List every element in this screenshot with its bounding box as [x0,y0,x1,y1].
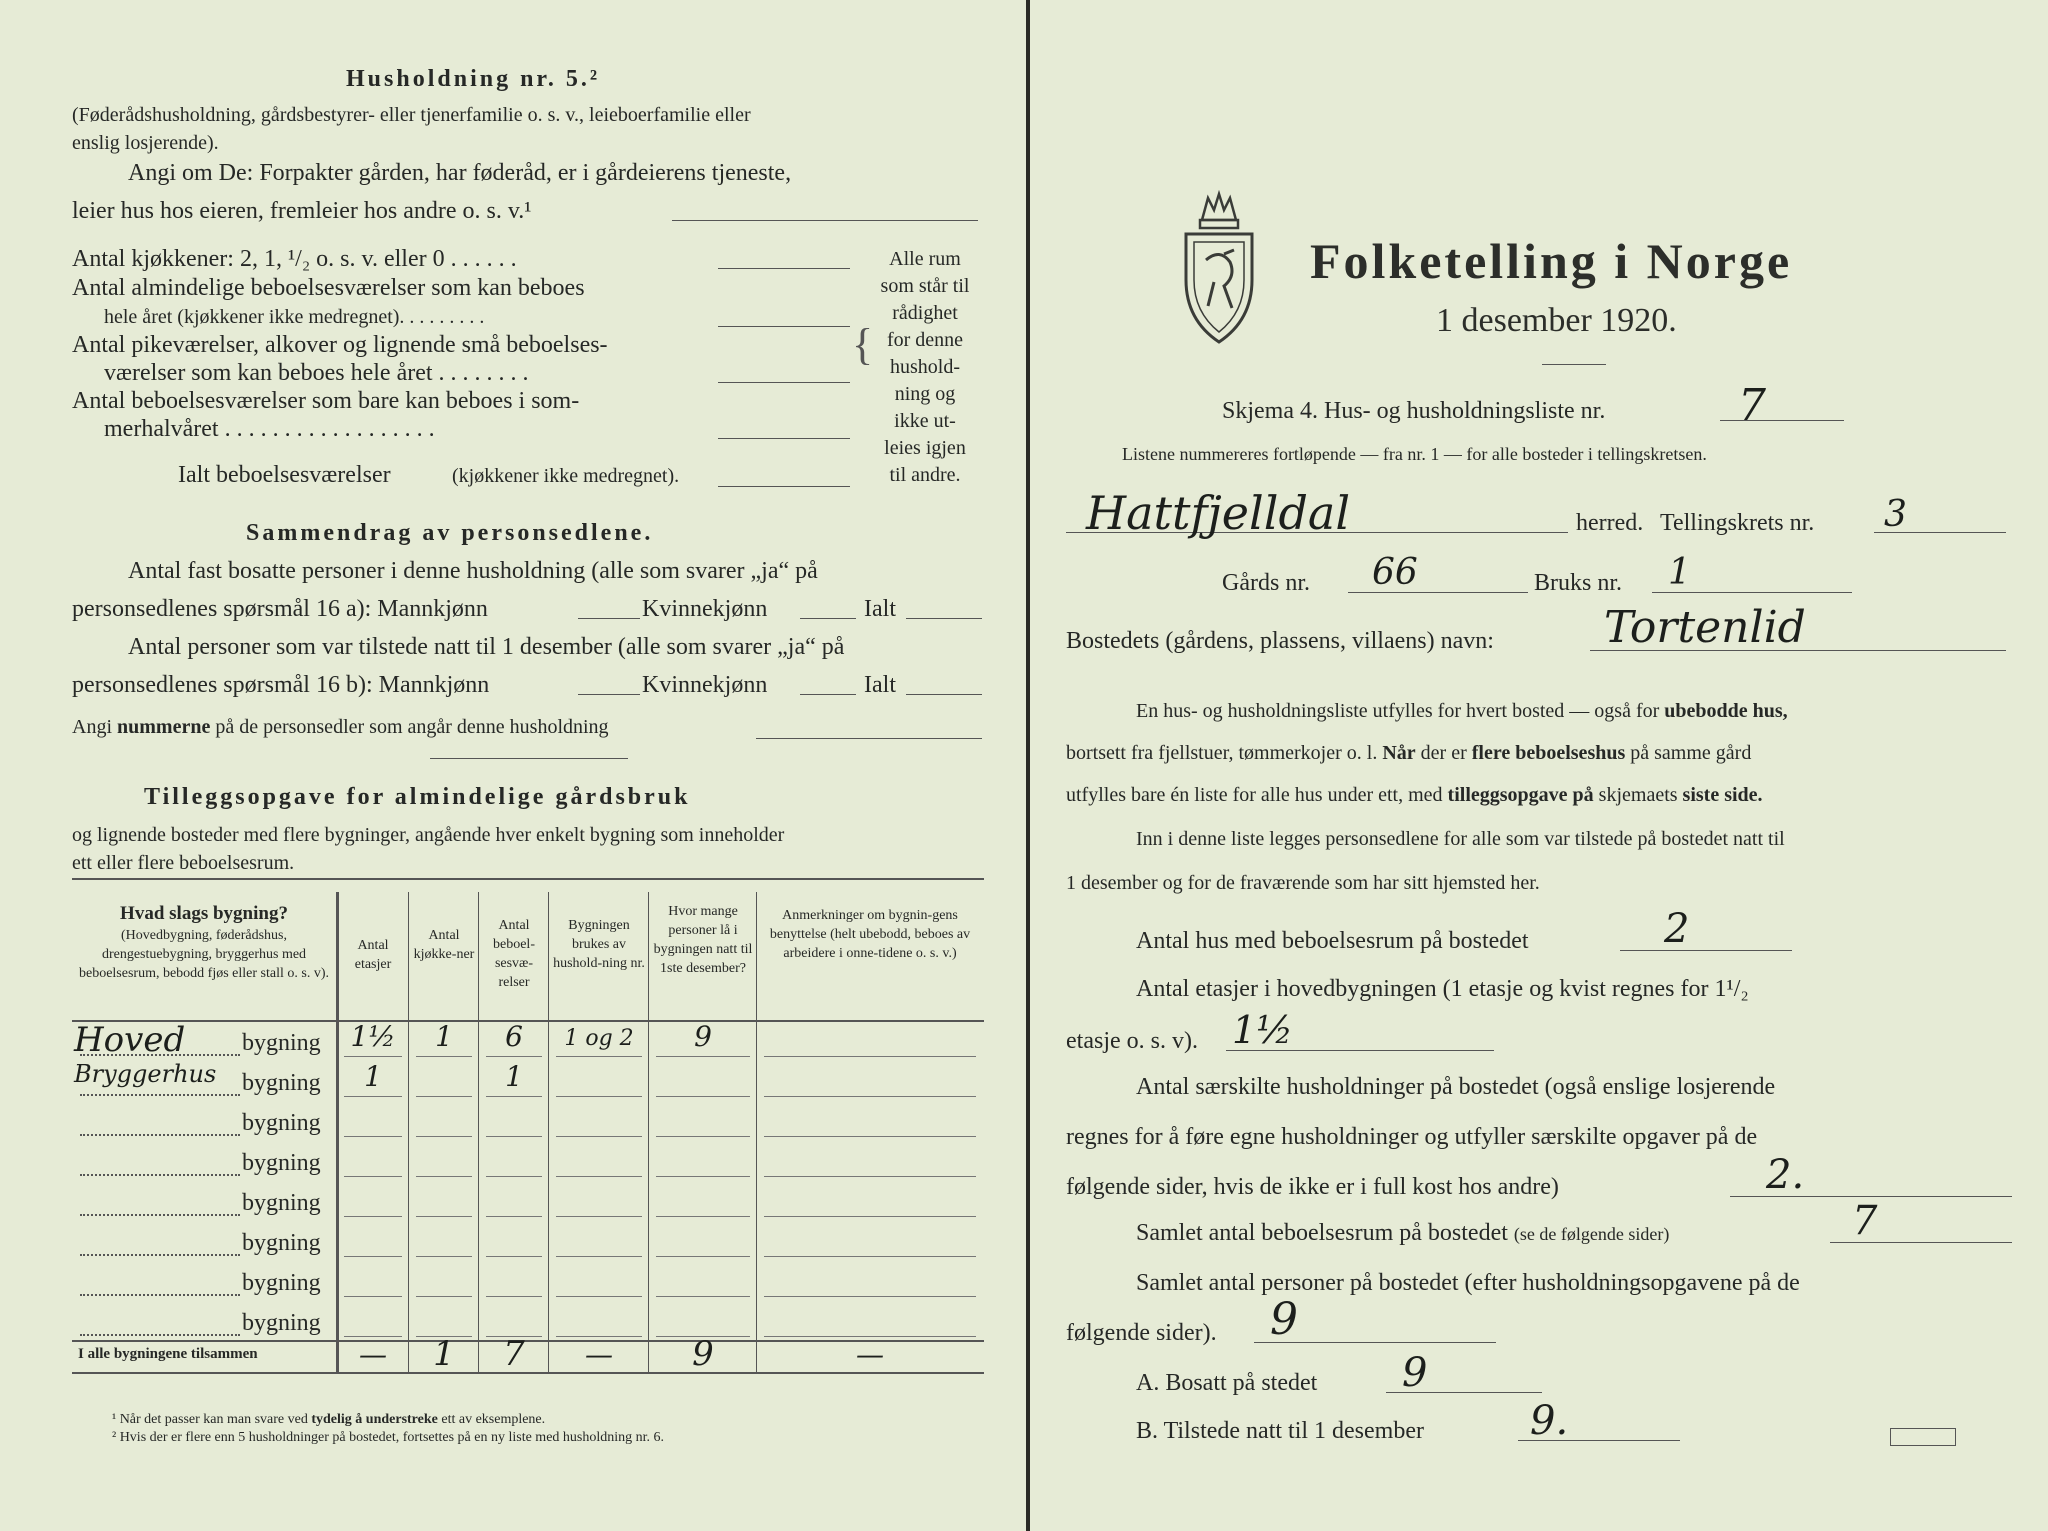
floors-answer: 1½ [1232,1008,1294,1052]
total-kitchens: 1 [433,1334,455,1374]
cell-line [416,1256,472,1257]
rooms-maids: Antal pikeværelser, alkover og lignende små beboelses- [72,332,608,358]
maids-rooms-answer-line [718,382,850,383]
person-numbers-post: på de personsedler som angår denne husholdning [210,716,609,738]
cell-line [344,1216,402,1217]
supplement-sub-line2: ett eller flere beboelsesrum. [72,852,295,874]
remarks-line [764,1136,976,1137]
instructions-bold: Når [1382,742,1416,764]
present-male-line [578,694,640,695]
col-rooms-header: Antal beboel-sesvæ-relser [493,918,535,990]
remarks-line [764,1096,976,1097]
bygning-word: bygning [242,1030,321,1056]
bygning-word: bygning [242,1310,321,1336]
rooms-kitchens: Antal kjøkkener: 2, 1, ¹/₂ o. s. v. eller 0 . . . . . . [72,246,517,272]
instructions-line5: 1 desember og for de fraværende som har sitt hjemsted her. [1066,872,1540,894]
rooms-question [1136,1220,1669,1247]
side-note-line: rådighet [892,302,958,324]
table-col-divider [478,892,479,1372]
rooms-total-answer-line [718,486,850,487]
col-household-header: Bygningen brukes av hushold-ning nr. [553,918,645,971]
instructions-text: skjemaets [1593,784,1683,806]
cell-line [556,1056,642,1057]
table-col-divider [408,892,409,1372]
building-name-line [80,1294,240,1296]
total-floors: — [359,1338,387,1371]
rooms-question-text: Samlet antal beboelsesrum på bostedet [1136,1220,1508,1246]
cell-line [486,1136,542,1137]
municipality-label: herred. [1576,510,1644,536]
table-total-label: I alle bygningene tilsammen [78,1346,258,1362]
instructions-text: der er [1415,742,1472,764]
cell-line [486,1056,542,1057]
building-name: Bryggerhus [74,1060,217,1088]
cell-rom: 6 [505,1020,523,1053]
side-note-line: ning og [894,383,956,405]
cell-line [556,1216,642,1217]
household-intro-line1: (Føderådshusholdning, gårdsbestyrer- eller tjenerfamilie o. s. v., leieboerfamilie eller [72,104,751,126]
bygning-word: bygning [242,1150,321,1176]
present-total-label: Ialt [864,672,896,698]
cell-line [486,1216,542,1217]
col-persons-header: Hvor mange personer lå i bygningen natt til 1ste desember? [653,904,753,976]
remarks-line [764,1296,976,1297]
coat-of-arms-icon [1180,190,1258,346]
cell-line [416,1216,472,1217]
side-note-line: som står til [880,275,970,297]
kitchens-answer-line [718,268,850,269]
total-remarks: — [856,1338,884,1371]
col-remarks-header: Anmerkninger om bygnin-gens benyttelse (helt ubebodd, beboes av arbeidere i onne-tidene o. s. v.) [769,908,971,961]
summary-resident-line2: personsedlenes spørsmål 16 a): Mannkjønn [72,596,488,622]
right-page [1030,0,2048,1531]
district-number: 3 [1884,494,1907,535]
cell-rom: 1 [505,1060,523,1093]
footnote-1-post: ett av eksemplene. [437,1412,546,1427]
schema-number: 7 [1738,380,1766,431]
remarks-line [764,1056,976,1057]
instructions-text: utfylles bare én liste for alle hus under ett, med [1066,784,1448,806]
building-name-line [80,1174,240,1176]
side-note-line: ikke ut- [894,410,956,432]
side-note-line: hushold- [890,356,960,378]
floors-question-line1: Antal etasjer i hovedbygningen (1 etasje og kvist regnes for 1¹/₂ [1136,976,1749,1002]
cell-line [656,1136,750,1137]
cell-hush: 1 og 2 [564,1026,634,1051]
remarks-line [764,1176,976,1177]
houses-question: Antal hus med beboelsesrum på bostedet [1136,928,1529,954]
person-numbers-answer-line [756,738,982,739]
cell-line [344,1296,402,1297]
cell-line [416,1056,472,1057]
cell-line [344,1176,402,1177]
person-numbers-question [72,716,609,739]
building-name-line [80,1334,240,1336]
cell-line [486,1096,542,1097]
rooms-total-label: Ialt beboelsesværelser [178,462,391,488]
col-floors-header: Antal etasjer [354,938,392,972]
resident-question: A. Bosatt på stedet [1136,1370,1318,1396]
resident-answer: 9 [1402,1350,1428,1396]
cell-line [656,1296,750,1297]
instructions-line2 [1066,742,1751,765]
instructions-text: bortsett fra fjellstuer, tømmerkojer o. l. [1066,742,1383,764]
census-date: 1 desember 1920. [1436,302,1677,339]
present-female-label: Kvinnekjønn [642,672,768,698]
total-household: — [585,1338,613,1371]
resident-male-line [578,618,640,619]
cell-line [656,1056,750,1057]
building-name-line [80,1094,240,1096]
numbering-note: Listene nummereres fortløpende — fra nr. 1 — for alle bosteder i tellingskretsen. [1122,444,1707,464]
district-label: Tellingskrets nr. [1660,510,1815,536]
resident-total-label: Ialt [864,596,896,622]
remarks-line [764,1216,976,1217]
cell-line [344,1336,402,1337]
table-col-divider [548,892,549,1372]
bygning-word: bygning [242,1230,321,1256]
instructions-text: på samme gård [1625,742,1752,764]
form-title: Folketelling i Norge [1310,233,1793,289]
cell-line [344,1096,402,1097]
col-kitchens-header: Antal kjøkke-ner [413,928,475,962]
cell-line [656,1256,750,1257]
household-heading: Husholdning nr. 5.² [346,66,601,92]
cell-line [416,1296,472,1297]
household-intro-line2: enslig losjerende). [72,132,219,154]
side-note-brace: { [852,320,874,369]
side-note [872,246,978,489]
rooms-ordinary-cont: hele året (kjøkkener ikke medregnet). . . . . . . . . [104,306,485,328]
cell-line [556,1136,642,1137]
footnote-1-bold: tydelig å understreke [311,1412,438,1427]
cell-line [656,1176,750,1177]
summary-present-line2: personsedlenes spørsmål 16 b): Mannkjønn [72,672,490,698]
remarks-line [764,1256,976,1257]
summary-present-line1: Antal personer som var tilstede natt til 1 desember (alle som svarer „ja“ på [128,634,845,660]
table-col-divider [756,892,757,1372]
rooms-total-note: (kjøkkener ikke medregnet). [452,465,680,487]
rooms-summer: Antal beboelsesværelser som bare kan beboes i som- [72,388,580,414]
schema-label: Skjema 4. Hus- og husholdningsliste nr. [1222,398,1606,424]
place-name: Tortenlid [1604,602,1806,653]
households-answer: 2. [1766,1152,1805,1198]
persons-question-line1: Samlet antal personer på bostedet (efter husholdningsopgavene på de [1136,1270,1800,1296]
ordinary-rooms-answer-line [718,326,850,327]
bygning-word: bygning [242,1190,321,1216]
resident-female-line [800,618,856,619]
cell-line [486,1256,542,1257]
person-numbers-pre: Angi [72,716,117,738]
holding-number-label: Bruks nr. [1534,570,1623,596]
cell-line [416,1096,472,1097]
summary-resident-line1: Antal fast bosatte personer i denne husholdning (alle som svarer „ja“ på [128,558,818,584]
bygning-word: bygning [242,1110,321,1136]
building-name-line [80,1254,240,1256]
cell-line [556,1096,642,1097]
instructions-text: En hus- og husholdningsliste utfylles for hvert bosted — også for [1136,700,1665,722]
table-top-border [72,878,984,880]
households-question-line3: følgende sider, hvis de ikke er i full kost hos andre) [1066,1174,1559,1200]
footnote-1 [112,1412,545,1428]
rooms-ordinary: Antal almindelige beboelsesværelser som kan beboes [72,275,585,301]
cell-line [344,1256,402,1257]
instructions-bold: flere beboelseshus [1471,742,1626,764]
building-name: Hoved [74,1020,186,1060]
instructions-line3 [1066,784,1763,807]
building-name-line [80,1134,240,1136]
summary-heading: Sammendrag av personsedlene. [246,520,654,546]
resident-female-label: Kvinnekjønn [642,596,768,622]
cell-line [344,1056,402,1057]
present-female-line [800,694,856,695]
farm-number: 66 [1372,552,1418,593]
bygning-word: bygning [242,1270,321,1296]
cell-line [486,1176,542,1177]
supplement-heading: Tilleggsopgave for almindelige gårdsbruk [144,784,691,810]
municipality-name: Hattfjelldal [1086,486,1351,540]
present-total-line [906,694,982,695]
cell-etasjer: 1½ [350,1020,396,1053]
footnote-2: ² Hvis der er flere enn 5 husholdninger på bostedet, fortsettes på en ny liste med husholdning nr. 6. [112,1430,665,1445]
instructions-bold: siste side. [1682,784,1763,806]
title-divider [1542,364,1606,365]
place-name-label: Bostedets (gårdens, plassens, villaens) navn: [1066,628,1494,654]
total-rooms: 7 [503,1334,525,1374]
footnote-1-pre: ¹ Når det passer kan man svare ved [112,1412,312,1427]
cell-line [556,1176,642,1177]
tenure-question-line2: leier hus hos eieren, fremleier hos andre o. s. v.¹ [72,198,532,224]
houses-answer: 2 [1664,906,1690,952]
table-col-divider [648,892,649,1372]
col-building-type-title: Hvad slags bygning? [120,903,288,924]
rooms-question-note: (se de følgende sider) [1513,1224,1670,1244]
cell-line [656,1096,750,1097]
cell-line [344,1136,402,1137]
houses-answer-line [1620,950,1792,951]
cell-etasjer: 1 [364,1060,382,1093]
instructions-line4: Inn i denne liste legges personsedlene for alle som var tilstede på bostedet natt til [1136,828,1785,850]
instructions-bold: ubebodde hus, [1664,700,1788,722]
households-question-line1: Antal særskilte husholdninger på bostedet (også enslige losjerende [1136,1074,1776,1100]
floors-question-line2: etasje o. s. v). [1066,1028,1198,1054]
farm-number-label: Gårds nr. [1222,570,1310,596]
summer-rooms-answer-line [718,438,850,439]
side-note-line: Alle rum [889,248,961,270]
households-question-line2: regnes for å føre egne husholdninger og utfyller særskilte opgaver på de [1066,1124,1758,1150]
cell-line [656,1216,750,1217]
section-divider [430,758,628,759]
cell-line [416,1176,472,1177]
building-name-line [80,1214,240,1216]
tenure-question-line1: Angi om De: Forpakter gården, har føderåd, er i gårdeierens tjeneste, [128,160,792,186]
table-col-divider [336,892,339,1372]
cell-line [556,1256,642,1257]
side-note-line: for denne [886,329,964,351]
cell-line [416,1136,472,1137]
rooms-answer: 7 [1852,1198,1878,1244]
instructions-bold: tilleggsopgave på [1447,784,1594,806]
cell-line [556,1296,642,1297]
instructions-line1 [1136,700,1788,723]
persons-question-line2: følgende sider). [1066,1320,1217,1346]
total-persons: 9 [692,1334,714,1374]
cell-line [486,1296,542,1297]
col-building-type-sub: (Hovedbygning, føderådshus, drengestuebygning, bryggerhus med beboelsesrum, bebodd fjøs eller stall o. s. v). [78,928,329,981]
side-note-line: leies igjen [884,437,966,459]
bygning-word: bygning [242,1070,321,1096]
holding-number: 1 [1668,552,1691,593]
present-answer: 9. [1530,1398,1569,1444]
cell-kjokken: 1 [435,1020,453,1053]
cell-line [556,1336,642,1337]
tenure-answer-line [672,220,978,221]
supplement-sub-line1: og lignende bosteder med flere bygninger, angående hver enkelt bygning som inneholder [72,824,785,846]
rooms-summer-cont: merhalvåret . . . . . . . . . . . . . . . . . . [104,416,435,442]
side-note-line: til andre. [889,464,961,486]
resident-total-line [906,618,982,619]
rooms-maids-cont: værelser som kan beboes hele året . . . . . . . . [104,360,529,386]
remarks-line [764,1336,976,1337]
person-numbers-bold: nummerne [117,716,211,738]
col-building-type-header [76,902,332,983]
present-question: B. Tilstede natt til 1 desember [1136,1418,1424,1444]
printer-stamp [1890,1428,1956,1446]
cell-pers: 9 [694,1020,712,1053]
persons-answer: 9 [1270,1294,1298,1345]
